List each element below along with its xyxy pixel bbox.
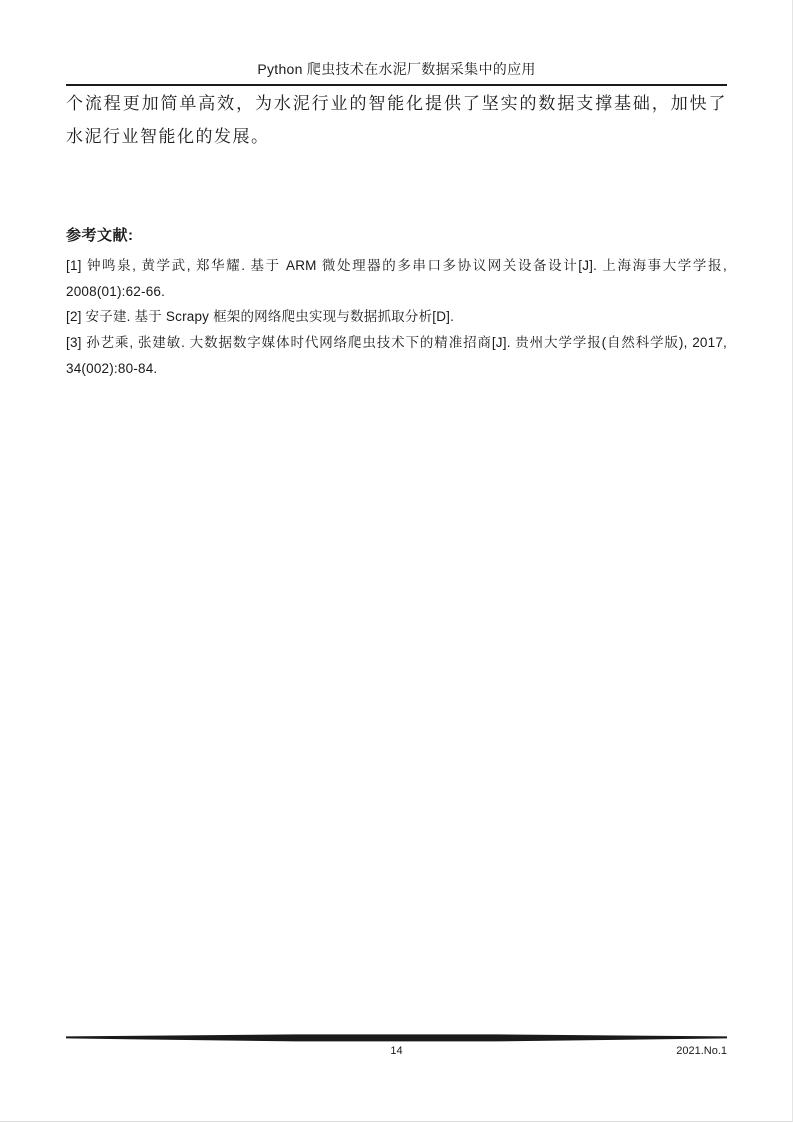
issue-number: 2021.No.1 [676,1045,727,1057]
reference-item: [3] 孙艺乘, 张建敏. 大数据数字媒体时代网络爬虫技术下的精准招商[J]. 贵州大学学报(自然科学版), 2017, 34(002):80-84. [66,335,727,376]
reference-item: [1] 钟鸣泉, 黄学武, 郑华耀. 基于 ARM 微处理器的多串口多协议网关设备设计[J]. 上海海事大学学报, 2008(01):62-66. [66,258,727,299]
footer-row [66,1043,727,1059]
references-heading: 参考文献: [66,227,134,244]
body-paragraph: 个流程更加简单高效，为水泥行业的智能化提供了坚实的数据支撑基础，加快了水泥行业智能化的发展。 [66,94,727,146]
header-rule [66,84,727,86]
page-number: 14 [390,1045,403,1057]
footer-rule [66,1034,727,1042]
reference-item: [2] 安子建. 基于 Scrapy 框架的网络爬虫实现与数据抓取分析[D]. [66,309,455,325]
references-list [66,253,727,382]
running-header-title: Python 爬虫技术在水泥厂数据采集中的应用 [257,61,536,77]
